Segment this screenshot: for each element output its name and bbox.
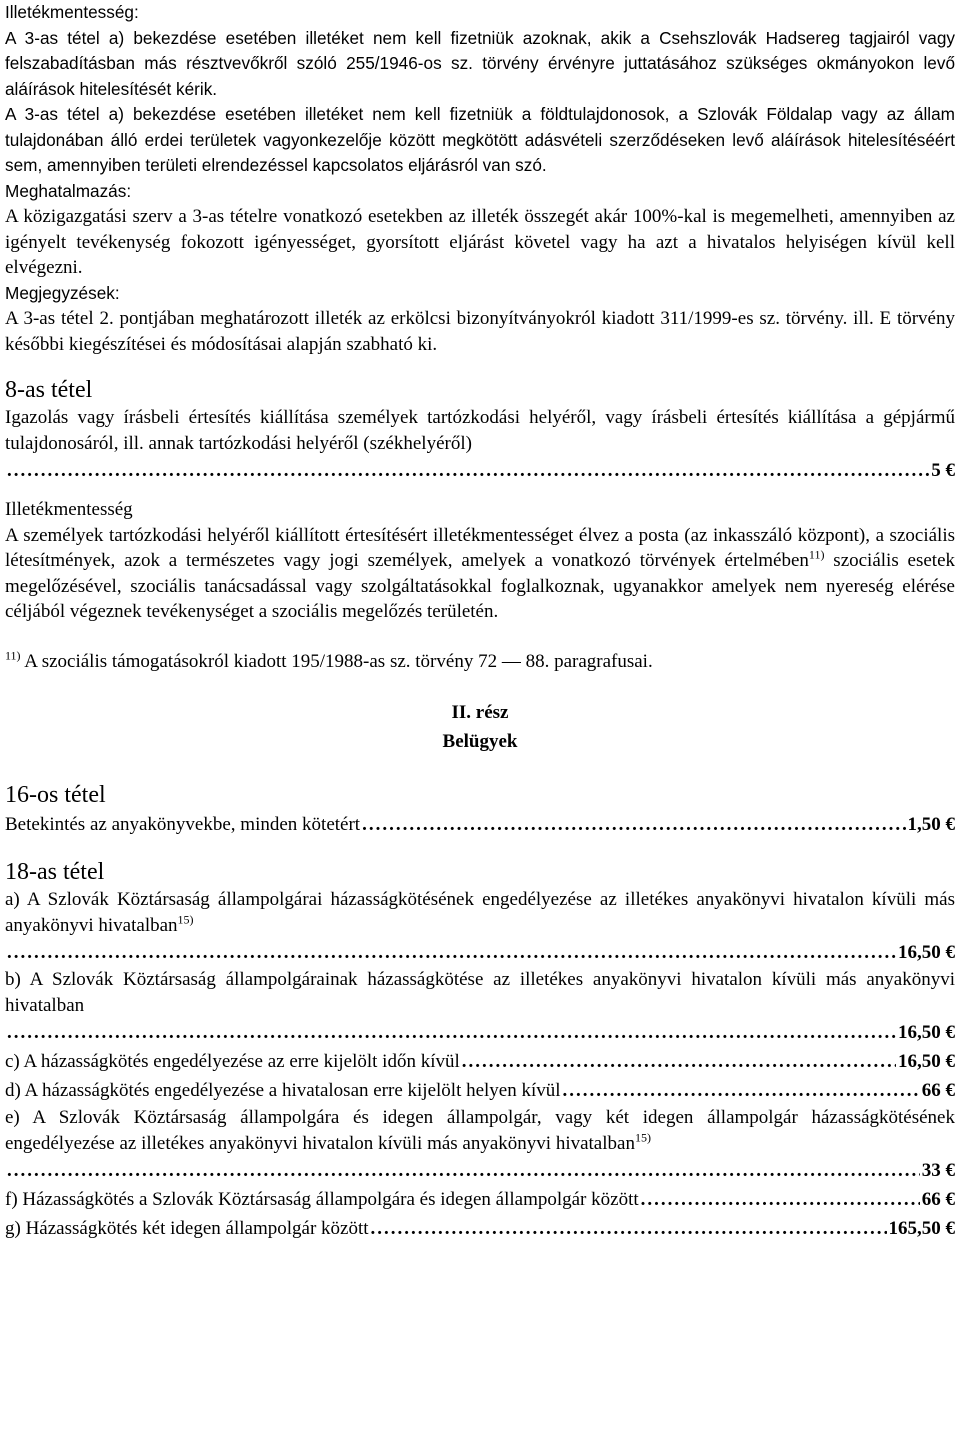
item-18f-amount: 66 € [921, 1189, 955, 1210]
part-subtitle: Belügyek [442, 731, 518, 752]
item-18f-text: f) Házasságkötés a Szlovák Köztársaság állampolgára és idegen állampolgár között [5, 1189, 639, 1210]
item-18b-amount: 16,50 € [898, 1022, 955, 1043]
footnote-text: A szociális támogatásokról kiadott 195/1988-as sz. törvény 72 — 88. paragrafusai. [24, 650, 653, 672]
item-18g-amount: 165,50 € [888, 1218, 955, 1239]
exemption-text-b: szociális esetek megelőzésével, szociális tanácsadással vagy szolgáltatásokkal foglalkoznak, ugyanakkor amelyek nem nyereség elérése céljából végeznek tevékenységet a szociális megelőzés területén. [5, 550, 956, 622]
item-18b-text: b) A Szlovák Köztársaság állampolgárainak házasságkötése az illetékes anyakönyvi hivatalon kívüli más anyakönyvi hivatalban [5, 969, 955, 1016]
leader-dots [371, 1214, 887, 1243]
exemption-paragraph-1: A 3-as tétel a) bekezdése esetében illetéket nem kell fizetniük azoknak, akik a Csehszlovák Hadsereg tagjairól vagy felszabadításban más résztvevőkről szóló 255/1946-os sz. törvény érvényre juttatásához szükséges okmányokon levő aláírások hitelesítését kérik. [5, 27, 955, 99]
footnote-ref: 11) [808, 547, 825, 562]
leader-dots [362, 810, 905, 839]
item-16-heading: 16-os tétel [5, 782, 106, 808]
item-8-amount: 5 € [931, 460, 955, 481]
item-18a-fee-line [5, 938, 955, 967]
item-18d-fee-line [5, 1076, 955, 1105]
item-18c-fee-line [5, 1047, 955, 1076]
footnote-ref: 15) [634, 1130, 651, 1145]
item-18d-amount: 66 € [921, 1080, 955, 1101]
exemption-label: Illetékmentesség: [5, 2, 139, 22]
notes-paragraph: A 3-as tétel 2. pontjában meghatározott illeték az erkölcsi bizonyítványokról kiadott 311/1999-es sz. törvény. ill. E törvény későbbi kiegészítései és módosításai alapján szabható ki. [5, 308, 955, 355]
item-18b-fee-line [5, 1018, 955, 1047]
item-18g-fee-line [5, 1214, 955, 1243]
leader-dots [7, 1018, 896, 1047]
authorization-label: Meghatalmazás: [5, 180, 132, 201]
item-18a-text [5, 887, 955, 938]
item-18a-label: a) A Szlovák Köztársaság állampolgárai házasságkötésének engedélyezése az illetékes anyakönyvi hivatalon kívüli más anyakönyvi hivatalban [5, 889, 955, 936]
part-title: II. rész [451, 702, 509, 723]
item-18g-text: g) Házasságkötés két idegen állampolgár között [5, 1218, 369, 1239]
item-8-exemption-text [5, 523, 955, 625]
item-18e-amount: 33 € [921, 1160, 955, 1181]
item-18e-fee-line [5, 1156, 955, 1185]
leader-dots [7, 1156, 920, 1185]
item-18c-text: c) A házasságkötés engedélyezése az erre kijelölt időn kívül [5, 1051, 460, 1072]
item-16-fee-line [5, 810, 955, 839]
authorization-paragraph: A közigazgatási szerv a 3-as tételre vonatkozó esetekben az illeték összegét akár 100%-kal is megemelheti, amennyiben az igényelt tevékenység fokozott igényességet, gyorsított eljárást követel vagy ha azt a hivatalos helyiségen kívül kell elvégezni. [5, 206, 955, 278]
footnote-ref: 15) [177, 912, 194, 927]
item-18e-text [5, 1105, 955, 1156]
leader-dots [462, 1047, 896, 1076]
item-18f-fee-line [5, 1185, 955, 1214]
leader-dots [563, 1076, 920, 1105]
item-16-text: Betekintés az anyakönyvekbe, minden kötetért [5, 814, 361, 835]
item-8-exemption-label: Illetékmentesség [5, 499, 133, 520]
document-page [5, 0, 955, 1243]
item-18e-label: e) A Szlovák Köztársaság állampolgára és idegen állampolgár, vagy két idegen állampolgár házasságkötésének engedélyezése az illetékes anyakönyvi hivatalon kívüli más anyakönyvi hivatalban [5, 1107, 955, 1154]
leader-dots [641, 1185, 920, 1214]
item-8-fee-line [5, 456, 955, 485]
leader-dots [7, 456, 929, 485]
item-8-text: Igazolás vagy írásbeli értesítés kiállítása személyek tartózkodási helyéről, vagy írásbeli értesítés kiállítása a gépjármű tulajdonosáról, ill. annak tartózkodási helyéről (székhelyéről) [5, 407, 955, 454]
notes-label: Megjegyzések: [5, 282, 120, 303]
item-18c-amount: 16,50 € [898, 1051, 955, 1072]
footnote [5, 649, 955, 675]
item-8-heading: 8-as tétel [5, 377, 93, 403]
item-18-heading: 18-as tétel [5, 859, 105, 885]
item-18a-amount: 16,50 € [898, 942, 955, 963]
footnote-mark: 11) [5, 648, 21, 663]
exemption-paragraph-2: A 3-as tétel a) bekezdése esetében illetéket nem kell fizetniük a földtulajdonosok, a Szlovák Földalap vagy az állam tulajdonában álló erdei területek vagyonkezelője között megkötött adásvételi szerződéseken levő aláírások hitelesítéséért sem, amennyiben területi elrendezéssel kapcsolatos eljárásról van szó. [5, 104, 955, 175]
item-16-amount: 1,50 € [907, 814, 955, 835]
leader-dots [7, 938, 896, 967]
item-18d-text: d) A házasságkötés engedélyezése a hivatalosan erre kijelölt helyen kívül [5, 1080, 561, 1101]
exemption-text-a: A személyek tartózkodási helyéről kiállított értesítésért illetékmentességet élvez a posta (az inkasszáló központ), a szociális létesítmények, azok a természetes vagy jogi személyek, amelyek a vonatkozó törvények értelmében [5, 524, 955, 571]
